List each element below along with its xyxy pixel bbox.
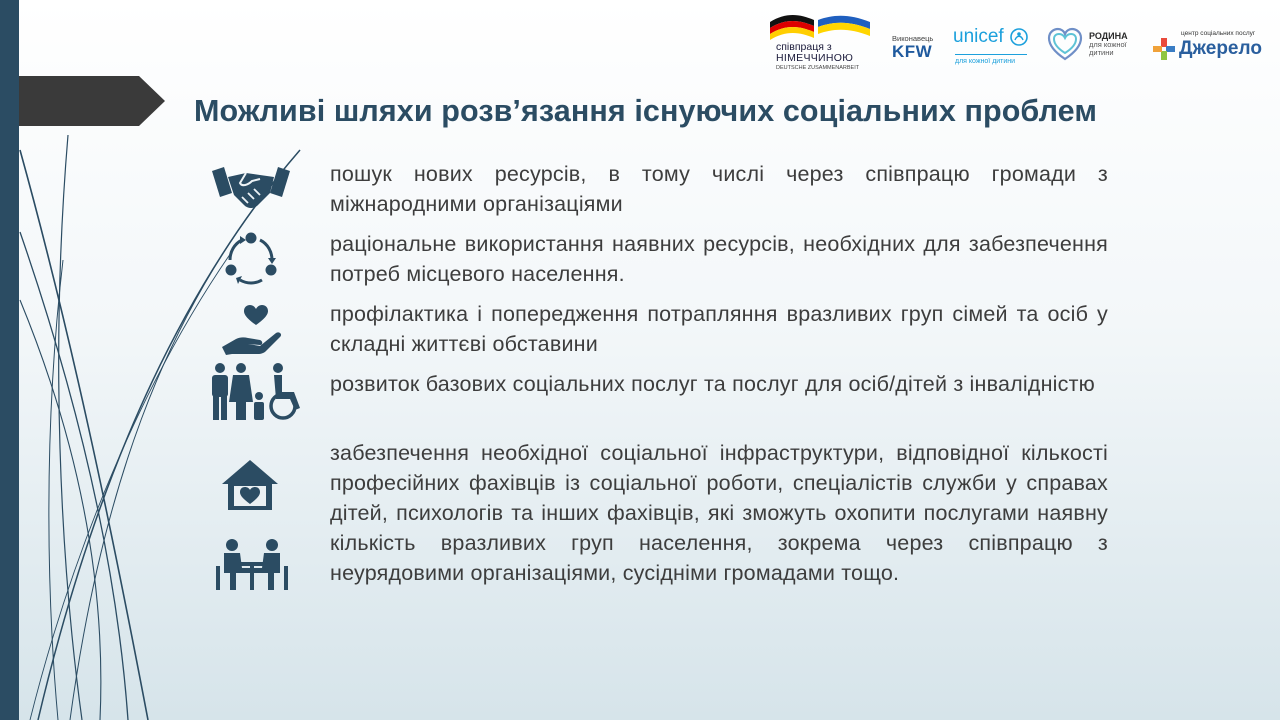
list-item: розвиток базових соціальних послуг та послуг для осіб/дітей з інвалідністю [330, 372, 1095, 396]
cross-flower-icon [1153, 38, 1175, 60]
heart-in-hand-icon [222, 303, 284, 355]
germany-logo-line1: співпраця з [776, 41, 832, 53]
rodyna-logo [1047, 27, 1147, 73]
list-item: профілактика і попередження потрапляння вразливих груп сімей та осіб у складні життєві обставини [330, 302, 1108, 356]
rodyna-name: РОДИНА [1089, 31, 1128, 41]
unicef-name: unicef [953, 26, 1004, 47]
germany-logo-line3: DEUTSCHE ZUSAMMENARBEIT [776, 65, 860, 71]
meeting-table-icon [212, 538, 292, 592]
unicef-tagline: для кожної дитини [955, 54, 1027, 66]
unicef-logo [953, 26, 1033, 72]
kfw-name: KFW [892, 42, 933, 61]
kfw-logo [892, 34, 942, 68]
germany-cooperation-logo [768, 12, 878, 76]
rodyna-line2: для кожної [1089, 40, 1127, 49]
rodyna-line3: дитини [1089, 48, 1114, 57]
list-item: раціональне використання наявних ресурсів, необхідних для забезпечення потреб місцевого населення. [330, 232, 1108, 286]
family-wheelchair-icon [208, 362, 308, 422]
germany-logo-line2: НІМЕЧЧИНОЮ [776, 52, 854, 64]
list-item: забезпечення необхідної соціальної інфраструктури, відповідної кількості професійних фахівців із соціальної роботи, спеціалістів служби у справах дітей, психологів та інших фахівців, які зможуть охопити послугами наявну кількість вразливих груп населення, зокрема через співпрацю з неурядовими організаціями, сусідніми громадами тощо. [330, 441, 1108, 585]
title-arrow-shape [19, 76, 165, 126]
cycle-arrows-icon [224, 232, 278, 286]
dzherelo-caption: центр соціальних послуг [1181, 30, 1256, 37]
globe-icon [1010, 28, 1028, 46]
kfw-caption: Виконавець [892, 34, 934, 43]
partner-logos [760, 10, 1275, 78]
handshake-icon [212, 165, 290, 213]
dzherelo-logo [1153, 28, 1275, 68]
page-title: Можливі шляхи розв’язання існуючих соціальних проблем [194, 94, 1098, 128]
dzherelo-name: Джерело [1179, 38, 1262, 59]
heart-outline-icon [1047, 27, 1083, 63]
flag-wave-icon [768, 12, 872, 40]
heart-house-icon [220, 458, 280, 512]
list-item: пошук нових ресурсів, в тому числі через співпрацю громади з міжнародними організаціями [330, 162, 1108, 216]
